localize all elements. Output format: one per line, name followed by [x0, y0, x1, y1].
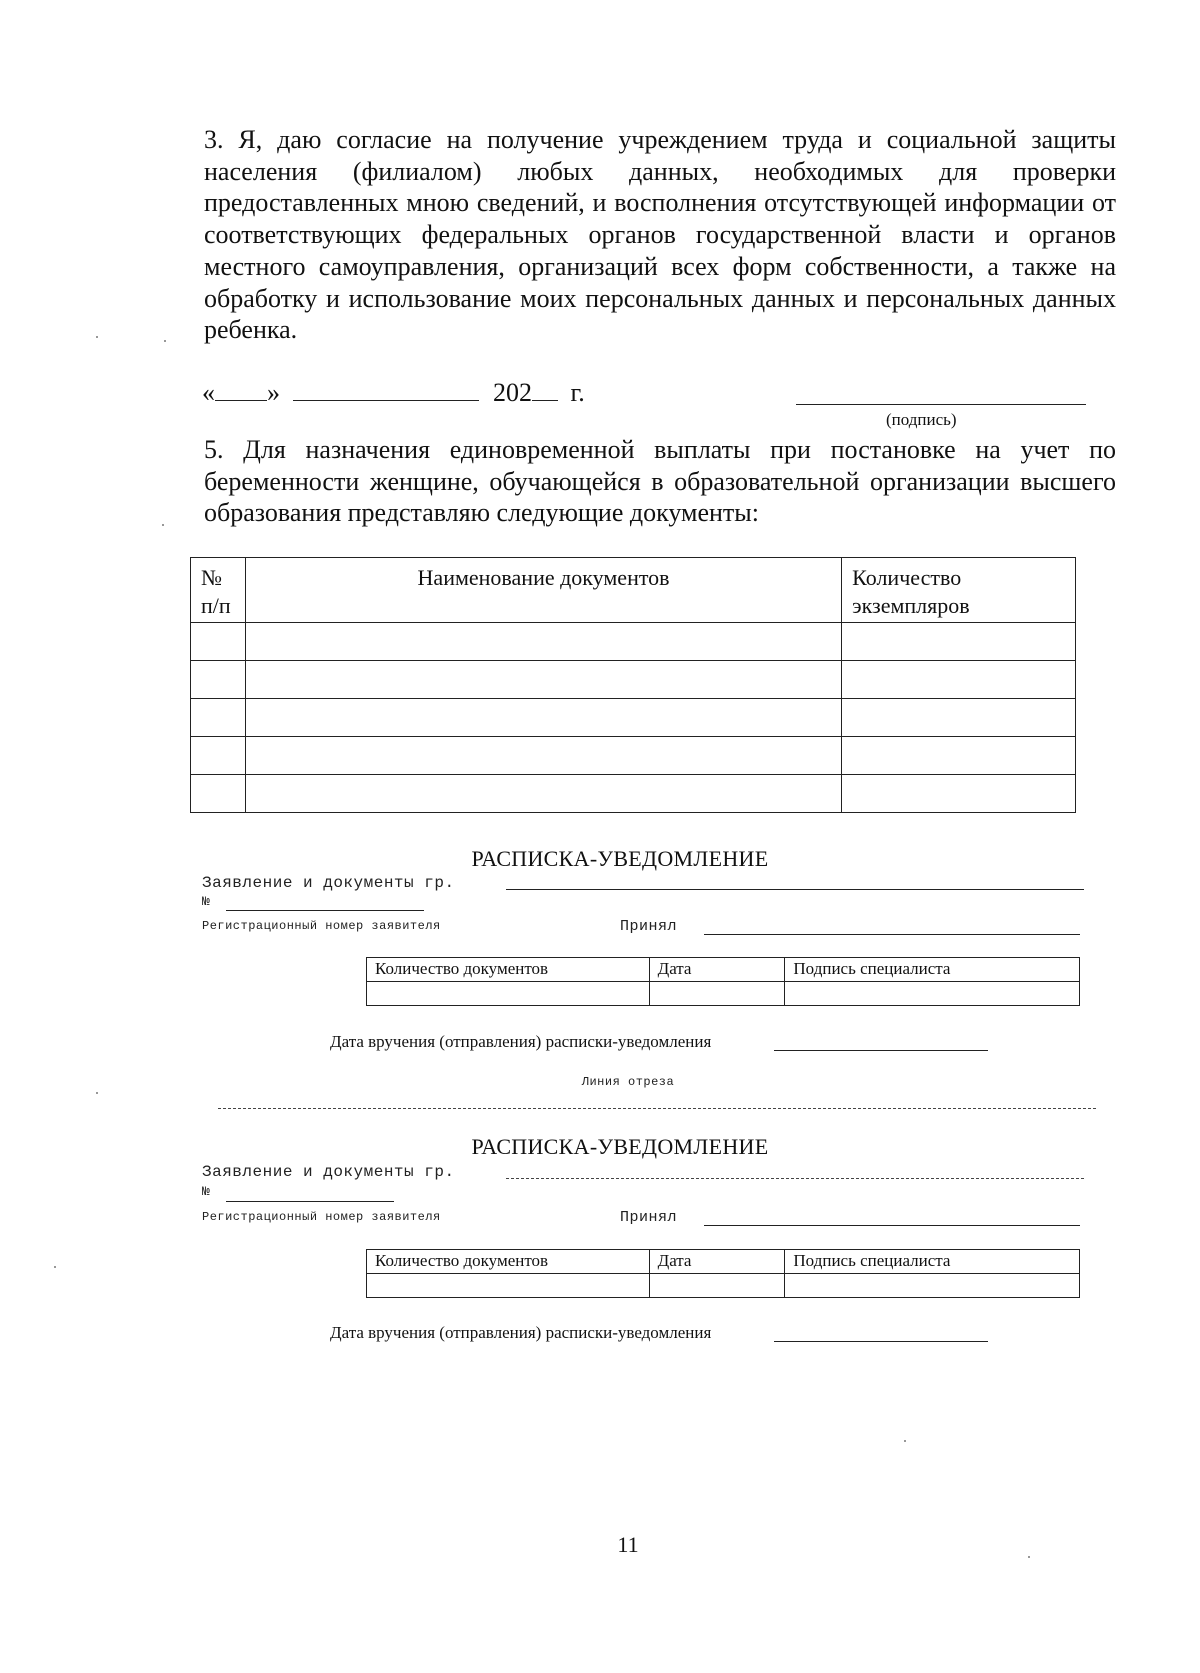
receipt-1-delivery-field[interactable]	[774, 1050, 988, 1051]
receipt-2-col-signature: Подпись специалиста	[785, 1250, 1080, 1274]
receipt-1-col-date: Дата	[649, 958, 785, 982]
row-count-cell[interactable]	[842, 699, 1076, 737]
year-field[interactable]	[532, 378, 558, 401]
receipt-1-accepted-label: Принял	[620, 918, 678, 935]
receipt-2-number-field[interactable]	[226, 1201, 394, 1202]
row-name-cell[interactable]	[245, 699, 841, 737]
receipt-2-col-count: Количество документов	[367, 1250, 650, 1274]
receipt-2-accepted-label: Принял	[620, 1209, 678, 1226]
year-suffix: г.	[570, 378, 585, 407]
row-count-cell[interactable]	[842, 623, 1076, 661]
row-name-cell[interactable]	[245, 661, 841, 699]
row-number-cell[interactable]	[191, 775, 246, 813]
year-prefix: 202	[493, 378, 532, 407]
receipt-1-table-header	[367, 958, 1080, 982]
date-open-quote: «	[202, 378, 215, 407]
col-number-header: № п/п	[191, 558, 246, 623]
table-row	[191, 661, 1076, 699]
receipt-2-delivery-field[interactable]	[774, 1341, 988, 1342]
month-field[interactable]	[293, 378, 479, 401]
receipt-2-reg-number-label: Регистрационный номер заявителя	[202, 1210, 441, 1224]
row-number-cell[interactable]	[191, 623, 246, 661]
receipt-2-date-cell[interactable]	[649, 1274, 785, 1298]
date-line	[202, 378, 585, 408]
table-row	[367, 1274, 1080, 1298]
receipt-1-delivery-label: Дата вручения (отправления) расписки-уведомления	[330, 1032, 712, 1051]
receipt-1-number-field[interactable]	[226, 910, 424, 911]
receipt-1-accepted-field[interactable]	[704, 934, 1080, 935]
receipt-2-applicant-field[interactable]	[506, 1178, 1084, 1179]
table-row	[191, 737, 1076, 775]
receipt-1-statement-label: Заявление и документы гр.	[202, 874, 455, 892]
row-name-cell[interactable]	[245, 737, 841, 775]
documents-table-header	[191, 558, 1076, 623]
receipt-2-col-date: Дата	[649, 1250, 785, 1274]
receipt-2-number-label: №	[202, 1184, 211, 1199]
row-count-cell[interactable]	[842, 661, 1076, 699]
receipt-1-number-label: №	[202, 894, 211, 909]
row-number-cell[interactable]	[191, 661, 246, 699]
table-row	[191, 775, 1076, 813]
receipt-1-reg-number-label: Регистрационный номер заявителя	[202, 919, 441, 933]
receipt-2-delivery-label: Дата вручения (отправления) расписки-уведомления	[330, 1323, 712, 1342]
row-number-cell[interactable]	[191, 699, 246, 737]
receipt-1-col-count: Количество документов	[367, 958, 650, 982]
receipt-2-table	[366, 1249, 1080, 1298]
receipt-1-date-cell[interactable]	[649, 982, 785, 1006]
cut-line	[218, 1108, 1096, 1109]
scan-speck	[162, 524, 164, 526]
row-name-cell[interactable]	[245, 623, 841, 661]
signature-field[interactable]	[796, 404, 1086, 405]
receipt-2-title: РАСПИСКА-УВЕДОМЛЕНИЕ	[471, 1134, 769, 1159]
table-row	[191, 623, 1076, 661]
receipt-2-accepted-field[interactable]	[704, 1225, 1080, 1226]
receipt-1-table	[366, 957, 1080, 1006]
row-name-cell[interactable]	[245, 775, 841, 813]
receipt-2-table-header	[367, 1250, 1080, 1274]
scan-speck	[54, 1266, 56, 1268]
receipt-2-count-cell[interactable]	[367, 1274, 650, 1298]
table-row	[367, 982, 1080, 1006]
col-name-header: Наименование документов	[245, 558, 841, 623]
receipt-2-signature-cell[interactable]	[785, 1274, 1080, 1298]
receipt-1-count-cell[interactable]	[367, 982, 650, 1006]
scan-speck	[96, 1092, 98, 1094]
day-field[interactable]	[215, 378, 267, 401]
table-row	[191, 699, 1076, 737]
receipt-1-title: РАСПИСКА-УВЕДОМЛЕНИЕ	[471, 846, 769, 871]
col-count-header: Количество экземпляров	[842, 558, 1076, 623]
receipt-2-statement-label: Заявление и документы гр.	[202, 1163, 455, 1181]
row-count-cell[interactable]	[842, 775, 1076, 813]
scan-speck	[96, 336, 98, 338]
receipt-1-applicant-field[interactable]	[506, 889, 1084, 890]
documents-paragraph: 5. Для назначения единовременной выплаты при постановке на учет по беременности женщине, обучающейся в образовательной организации высшего образования представляю следующие документы:	[204, 435, 1116, 528]
scan-speck	[1028, 1556, 1030, 1558]
row-number-cell[interactable]	[191, 737, 246, 775]
signature-caption: (подпись)	[886, 410, 957, 429]
scan-speck	[164, 340, 166, 342]
receipt-1-col-signature: Подпись специалиста	[785, 958, 1080, 982]
consent-paragraph: 3. Я, даю согласие на получение учреждением труда и социальной защиты населения (филиалом) любых данных, необходимых для проверки предоставленных мною сведений, и восполнения отсутствующей информации от соответствующих федеральных органов государственной власти и органов местного самоуправления, организаций всех форм собственности, а также на обработку и использование моих персональных данных и персональных данных ребенка.	[204, 125, 1116, 345]
scan-speck	[904, 1440, 906, 1442]
page-number: 11	[617, 1532, 639, 1557]
receipt-1-signature-cell[interactable]	[785, 982, 1080, 1006]
row-count-cell[interactable]	[842, 737, 1076, 775]
documents-table	[190, 557, 1076, 813]
date-close-quote: »	[267, 378, 280, 407]
cut-line-label: Линия отреза	[581, 1075, 675, 1089]
